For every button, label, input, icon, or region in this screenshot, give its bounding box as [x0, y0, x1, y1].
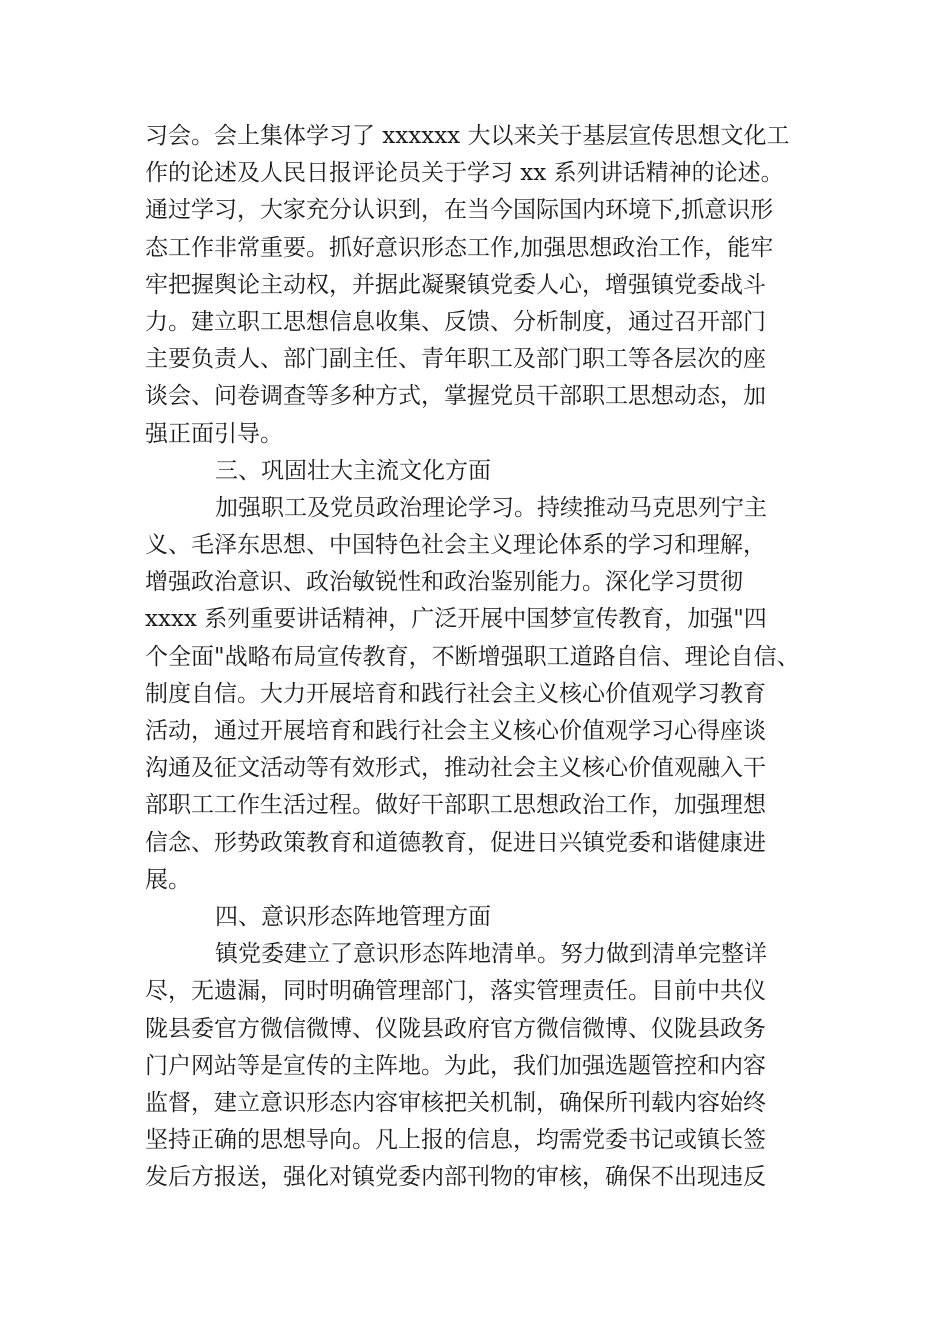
text-line: 沟通及征文活动等有效形式，推动社会主义核心价值观融入干 [145, 755, 766, 782]
text-line: 强正面引导。 [145, 420, 283, 447]
text-line: 门户网站等是宣传的主阵地。为此，我们加强选题管控和内容 [145, 1052, 766, 1079]
text-line: 主要负责人、部门副主任、青年职工及部门职工等各层次的座 [145, 346, 766, 373]
text-line: 镇党委建立了意识形态阵地清单。努力做到清单完整详 [215, 941, 767, 968]
text-line: 尽，无遗漏，同时明确管理部门，落实管理责任。目前中共仪 [145, 978, 766, 1005]
text-line: 个全面"战略布局宣传教育，不断增强职工道路自信、理论自信、 [145, 643, 800, 670]
text-line: 陇县委官方微信微博、仪陇县政府官方微信微博、仪陇县政务 [145, 1015, 766, 1042]
text-line: 监督，建立意识形态内容审核把关机制，确保所刊载内容始终 [145, 1089, 766, 1116]
text-line: 信念、形势政策教育和道德教育，促进日兴镇党委和谐健康进 [145, 829, 766, 856]
text-line: 部职工工作生活过程。做好干部职工思想政治工作，加强理想 [145, 792, 766, 819]
text-line: 通过学习，大家充分认识到，在当今国际国内环境下,抓意识形 [145, 197, 774, 224]
text-line: 加强职工及党员政治理论学习。持续推动马克思列宁主 [215, 494, 767, 521]
text-line: 四、意识形态阵地管理方面 [215, 903, 491, 930]
text-line: 增强政治意识、政治敏锐性和政治鉴别能力。深化学习贯彻 [145, 569, 743, 596]
text-line: 习会。会上集体学习了 xxxxxx 大以来关于基层宣传思想文化工 [145, 123, 790, 149]
text-line: 发后方报送，强化对镇党委内部刊物的审核，确保不出现违反 [145, 1164, 766, 1191]
text-line: 谈会、问卷调查等多种方式，掌握党员干部职工思想动态，加 [145, 383, 766, 410]
text-line: 牢把握舆论主动权，并据此凝聚镇党委人心，增强镇党委战斗 [145, 271, 766, 298]
text-line: 制度自信。大力开展培育和践行社会主义核心价值观学习教育 [145, 680, 766, 707]
document-body [145, 118, 825, 1196]
text-line: 活动，通过开展培育和践行社会主义核心价值观学习心得座谈 [145, 718, 766, 744]
text-line: 义、毛泽东思想、中国特色社会主义理论体系的学习和理解， [145, 532, 766, 559]
text-line: 态工作非常重要。抓好意识形态工作,加强思想政治工作，能牢 [145, 234, 774, 261]
text-line: 坚持正确的思想导向。凡上报的信息，均需党委书记或镇长签 [145, 1127, 766, 1154]
text-line: xxxx 系列重要讲话精神，广泛开展中国梦宣传教育，加强"四 [145, 606, 767, 633]
text-line: 展。 [145, 866, 191, 893]
text-line: 三、巩固壮大主流文化方面 [215, 457, 491, 484]
text-line: 力。建立职工思想信息收集、反馈、分析制度，通过召开部门 [145, 308, 766, 335]
text-line: 作的论述及人民日报评论员关于学习 xx 系列讲话精神的论述。 [145, 160, 784, 187]
